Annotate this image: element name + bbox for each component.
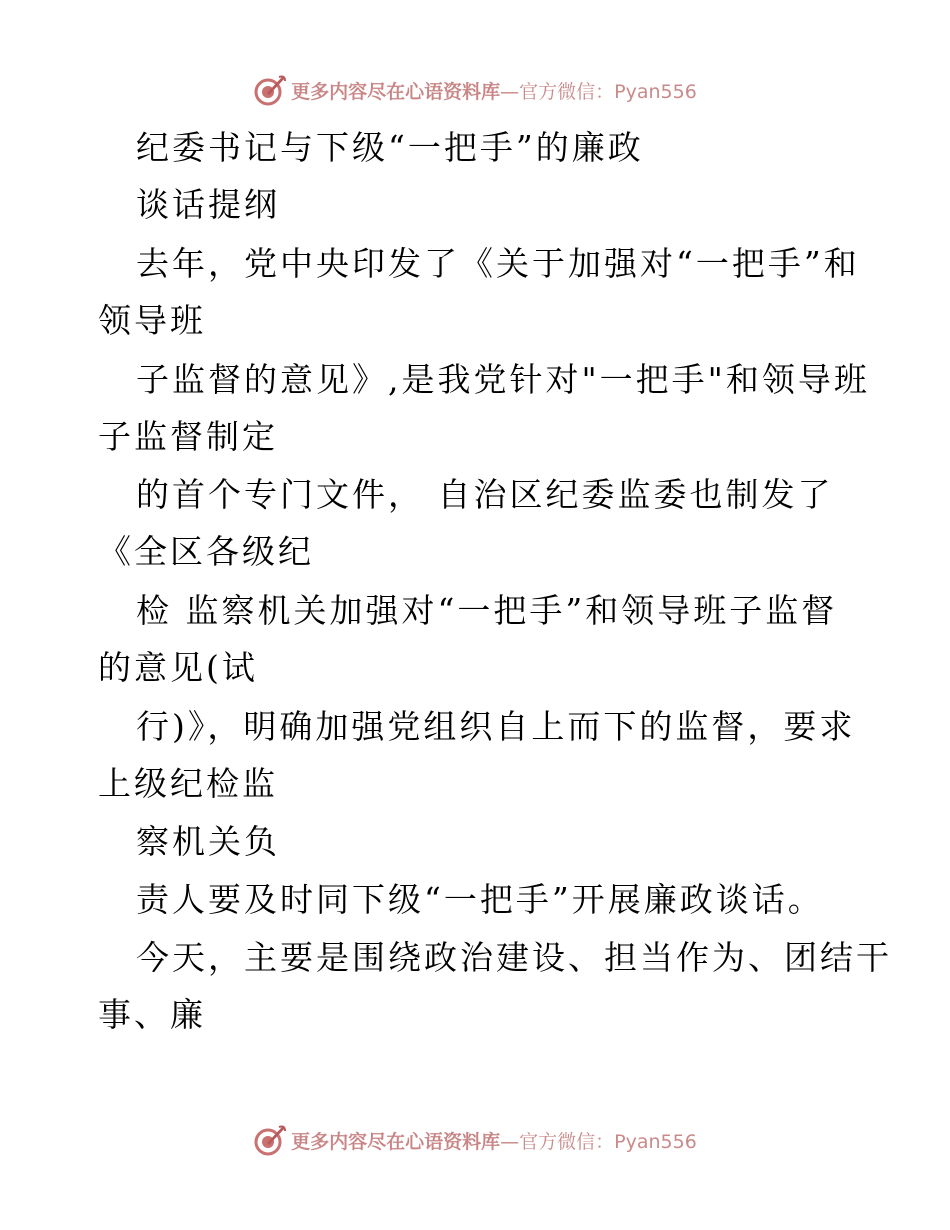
- text-line: 察机关负: [136, 822, 280, 861]
- text-line: 的意见(试: [98, 648, 258, 687]
- watermark-sub: 官方微信：Pyan556: [519, 1130, 697, 1153]
- text-line: 责人要及时同下级“一把手”开展廉政谈话。: [136, 880, 824, 919]
- text-line: 上级纪检监: [98, 764, 278, 803]
- watermark-main: 更多内容尽在心语资料库: [291, 1130, 501, 1153]
- text-line: 《全区各级纪: [98, 532, 314, 571]
- text-line: 子监督的意见》,是我党针对"一把手"和领导班: [136, 360, 870, 399]
- text-line: 纪委书记与下级“一把手”的廉政: [136, 128, 644, 167]
- text-line: 检 监察机关加强对“一把手”和领导班子监督: [136, 591, 838, 630]
- text-line: 子监督制定: [98, 417, 278, 456]
- header-watermark: [0, 70, 950, 110]
- text-line: 事、廉: [98, 995, 206, 1034]
- text-line: 领导班: [98, 301, 206, 340]
- watermark-dash: —: [500, 1130, 520, 1153]
- watermark-text: [291, 1127, 697, 1154]
- quill-logo-icon: [253, 73, 287, 107]
- watermark-text: [291, 77, 697, 104]
- watermark-main: 更多内容尽在心语资料库: [291, 80, 501, 103]
- text-line: 行)》，明确加强党组织自上而下的监督，要求: [136, 707, 856, 746]
- watermark-sub: 官方微信：Pyan556: [519, 80, 697, 103]
- text-line: 谈话提纲: [136, 185, 280, 224]
- quill-logo-icon: [253, 1123, 287, 1157]
- text-line: 的首个专门文件， 自治区纪委监委也制发了: [136, 475, 834, 514]
- text-line: 去年，党中央印发了《关于加强对“一把手”和: [136, 244, 860, 283]
- watermark-dash: —: [500, 80, 520, 103]
- text-line: 今天，主要是围绕政治建设、担当作为、团结干: [136, 938, 892, 977]
- footer-watermark: [0, 1120, 950, 1160]
